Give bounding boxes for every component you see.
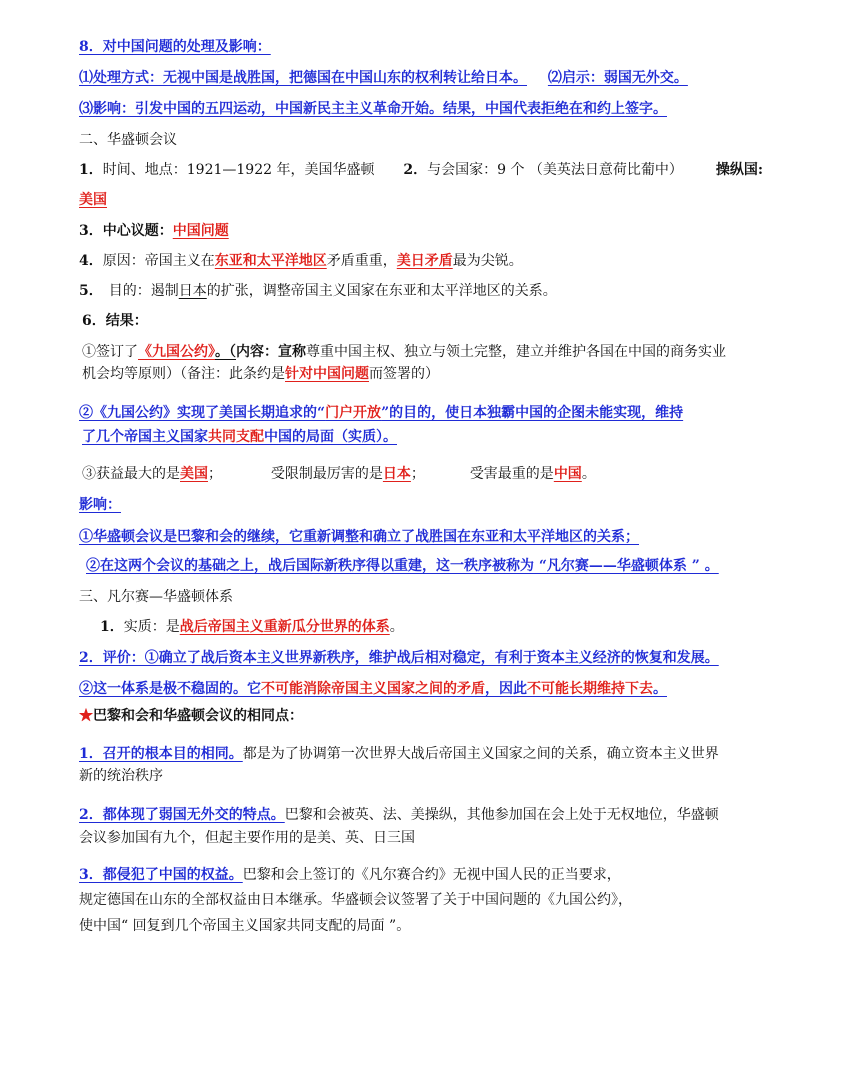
result-text: ③获益最大的是: [82, 466, 180, 482]
system-evaluation-2: [79, 679, 667, 699]
item-number: 1．: [79, 162, 103, 178]
result-1-line-2: [82, 364, 439, 384]
biggest-winner: 美国: [180, 466, 208, 482]
system-heading: 三、凡尔赛—华盛顿体系: [79, 589, 233, 605]
reason-conflict: 美日矛盾: [396, 253, 453, 269]
result-text: 。（: [215, 344, 236, 360]
common-heading-text: 巴黎和会和华盛顿会议的相同点：: [93, 708, 303, 724]
reason-text: 最为尖锐。: [452, 253, 523, 269]
result-2-line-2: [82, 427, 397, 447]
result-1-line-1: [82, 342, 726, 362]
common-point-text: 都是为了协调第一次世界大战后帝国主义国家之间的关系，确立资本主义世界: [242, 746, 719, 762]
result-text: 机会均等原则）（备注：此条约是: [82, 366, 285, 382]
result-text: 尊重中国主权、独立与领土完整，建立并维护各国在中国的商务实业: [306, 344, 726, 360]
system-essence: [100, 617, 404, 637]
common-point-2-line-1: [79, 805, 719, 825]
result-text: ；: [208, 466, 222, 482]
china-issue-note: 针对中国问题: [285, 366, 369, 382]
reason-text: 矛盾重重，: [326, 253, 397, 269]
common-point-1-line-1: [79, 744, 719, 764]
common-point-2-title: 2．都体现了弱国无外交的特点。: [79, 807, 285, 823]
result-text: 受害最重的是: [469, 466, 554, 482]
evaluation-text: ，因此: [485, 681, 527, 697]
section-8-handling: ⑴处理方式：无视中国是战胜国，把德国在中国山东的权利转让给日本。: [79, 70, 527, 86]
washington-item-1-2: [79, 160, 763, 180]
nine-power-treaty: 《九国公约》: [138, 344, 215, 360]
section-8-line-1: [79, 68, 688, 88]
item-number: 1．: [100, 619, 124, 635]
common-point-1-title: 1．召开的根本目的相同。: [79, 746, 243, 762]
time-place-text: 时间、地点：1921—1922 年，美国华盛顿: [102, 162, 375, 178]
result-text: ①签订了: [82, 344, 138, 360]
common-point-text: 巴黎和会上签订的《凡尔赛合约》无视中国人民的正当要求，: [242, 867, 621, 883]
item-number: 4．: [79, 253, 103, 269]
manipulator-value: 美国: [79, 192, 107, 208]
result-text: ”的目的，使日本独霸中国的企图未能实现，维持: [381, 405, 684, 421]
common-point-3-line-2: 规定德国在山东的全部权益由日本继承。华盛顿会议签署了关于中国问题的《九国公约》，: [79, 892, 632, 908]
impact-2: ②在这两个会议的基础之上，战后国际新秩序得以重建，这一秩序被称为 “凡尔赛——华盛顿体系 ” 。: [86, 558, 719, 574]
section-8-lesson: ⑵启示：弱国无外交。: [547, 70, 688, 86]
reason-region: 东亚和太平洋地区: [214, 253, 327, 269]
section-8-impact: ⑶影响：引发中国的五四运动，中国新民主主义革命开始。结果，中国代表拒绝在和约上签字。: [79, 101, 667, 117]
result-3: [82, 464, 596, 484]
washington-item-4: [79, 251, 523, 271]
evaluation-text: 。: [653, 681, 667, 697]
common-point-3-line-1: [79, 865, 621, 885]
results-heading: 6．结果：: [82, 313, 148, 329]
result-text: ②《九国公约》实现了美国长期追求的“: [79, 405, 326, 421]
item-number: 2．: [403, 162, 428, 178]
common-point-3-line-3: 使中国“ 回复到几个帝国主义国家共同支配的局面 ”。: [79, 918, 411, 934]
common-point-1-line-2: 新的统治秩序: [79, 768, 163, 784]
participants-text: 与会国家：9 个 （美英法日意荷比葡中）: [427, 162, 683, 178]
purpose-text: 目的：遏制: [108, 283, 179, 299]
impact-label: 影响：: [79, 497, 121, 513]
central-topic-value: 中国问题: [172, 223, 229, 239]
common-heading: [79, 706, 303, 726]
essence-label: 实质：是: [123, 619, 180, 635]
joint-control: 共同支配: [208, 429, 264, 445]
manipulator-label: 操纵国:: [715, 162, 764, 178]
essence-end: 。: [389, 619, 404, 635]
washington-heading: 二、华盛顿会议: [79, 132, 177, 148]
central-topic-label: 中心议题：: [102, 223, 173, 239]
essence-value: 战后帝国主义重新瓜分世界的体系: [179, 619, 390, 635]
washington-item-5: [79, 281, 557, 301]
purpose-japan: 日本: [178, 283, 207, 299]
evaluation-text: ②这一体系是极不稳固的。它: [79, 681, 261, 697]
result-2-line-1: [79, 403, 683, 423]
most-restricted: 日本: [382, 466, 411, 482]
impact-1: ①华盛顿会议是巴黎和会的继续，它重新调整和确立了战胜国在东亚和太平洋地区的关系；: [79, 529, 639, 545]
purpose-text: 的扩张，调整帝国主义国家在东亚和太平洋地区的关系。: [206, 283, 557, 299]
common-point-2-line-2: 会议参加国有九个，但起主要作用的是美、英、日三国: [79, 830, 415, 846]
most-harmed: 中国: [553, 466, 582, 482]
system-evaluation-1: 2．评价：①确立了战后资本主义世界新秩序，维护战后相对稳定，有利于资本主义经济的恢复和发展。: [79, 650, 719, 666]
result-text: 了几个帝国主义国家: [82, 429, 208, 445]
evaluation-red-1: 不可能消除帝国主义国家之间的矛盾: [261, 681, 485, 697]
result-text: 。: [581, 466, 596, 482]
star-icon: ★: [79, 708, 93, 724]
result-text: 中国的局面（实质）。: [264, 429, 397, 445]
reason-text: 原因：帝国主义在: [102, 253, 215, 269]
item-number: 5．: [79, 283, 103, 299]
common-point-text: 巴黎和会被英、法、美操纵，其他参加国在会上处于无权地位，华盛顿: [284, 807, 719, 823]
result-text: ；: [410, 466, 425, 482]
common-point-3-title: 3．都侵犯了中国的权益。: [79, 867, 243, 883]
result-text: 受限制最厉害的是: [270, 466, 383, 482]
item-number: 3．: [79, 223, 103, 239]
section-8-title: 8．对中国问题的处理及影响：: [79, 39, 271, 55]
content-label: 内容：宣称: [236, 344, 306, 360]
evaluation-red-2: 不可能长期维持下去: [527, 681, 653, 697]
result-text: 而签署的）: [369, 366, 439, 382]
open-door-policy: 门户开放: [325, 405, 382, 421]
washington-item-3: [79, 221, 229, 241]
